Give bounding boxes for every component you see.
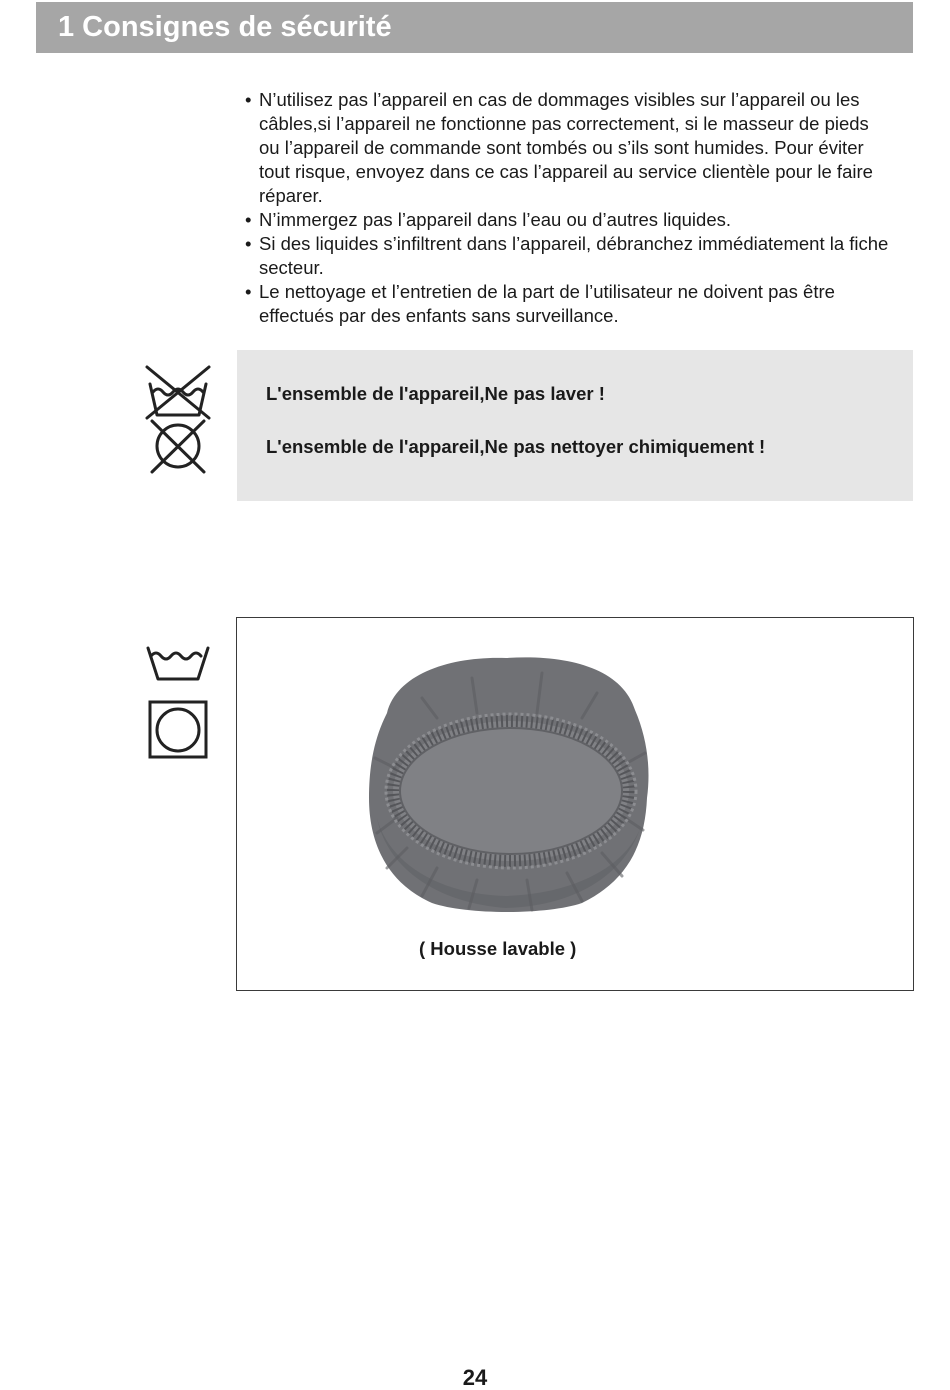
bullet-line: ou l’appareil de commande sont tombés ou s’ils sont humides. Pour éviter: [259, 137, 864, 158]
do-not-dry-clean-icon: [144, 416, 212, 476]
bullet-line: Si des liquides s’infiltrent dans l’appareil, débranchez immédiatement la fiche: [259, 233, 889, 254]
bullet-text: [259, 232, 888, 280]
bullet-line: tout risque, envoyez dans ce cas l’appareil au service clientèle pour le faire: [259, 161, 873, 182]
dryer-circle: [157, 709, 199, 751]
bullet-item: [245, 280, 935, 328]
bullet-text: [259, 208, 731, 232]
cover-caption: ( Housse lavable ): [419, 938, 577, 959]
bullet-dot: •: [245, 281, 252, 302]
wash-tub-icon: [144, 642, 212, 684]
safety-bullet-list: [245, 88, 935, 328]
section-title: 1 Consignes de sécurité: [58, 11, 392, 43]
do-not-wash-icon: [144, 362, 212, 422]
bullet-text: [259, 280, 835, 328]
bullet-dot: •: [245, 89, 252, 110]
bullet-line: N’utilisez pas l’appareil en cas de dommages visibles sur l’appareil ou les: [259, 89, 860, 110]
no-wash-warning: L'ensemble de l'appareil,Ne pas laver !: [266, 383, 605, 404]
bullet-dot: •: [245, 233, 252, 254]
cross-mark: [147, 367, 209, 418]
bullet-text: [259, 88, 873, 208]
bullet-line: secteur.: [259, 257, 324, 278]
cross-mark: [152, 421, 204, 472]
bullet-line: effectués par des enfants sans surveillance.: [259, 305, 619, 326]
bullet-item: [245, 232, 935, 280]
bullet-item: [245, 88, 935, 208]
bullet-line: réparer.: [259, 185, 323, 206]
section-header-bar: [36, 2, 913, 53]
care-warning-box: [237, 350, 913, 501]
bullet-line: câbles,si l’appareil ne fonctionne pas correctement, si le masseur de pieds: [259, 113, 869, 134]
tumble-dry-icon: [144, 696, 212, 762]
bullet-item: [245, 208, 935, 232]
bullet-line: Le nettoyage et l’entretien de la part de l’utilisateur ne doivent pas être: [259, 281, 835, 302]
bullet-dot: •: [245, 209, 252, 230]
water-wave: [151, 653, 201, 659]
page-number: 24: [462, 1365, 488, 1390]
washable-cover-figure: [236, 617, 914, 991]
bullet-line: N’immergez pas l’appareil dans l’eau ou d’autres liquides.: [259, 209, 732, 230]
washable-cover-image: [237, 618, 913, 923]
no-dry-clean-warning: L'ensemble de l'appareil,Ne pas nettoyer chimiquement !: [266, 436, 766, 457]
